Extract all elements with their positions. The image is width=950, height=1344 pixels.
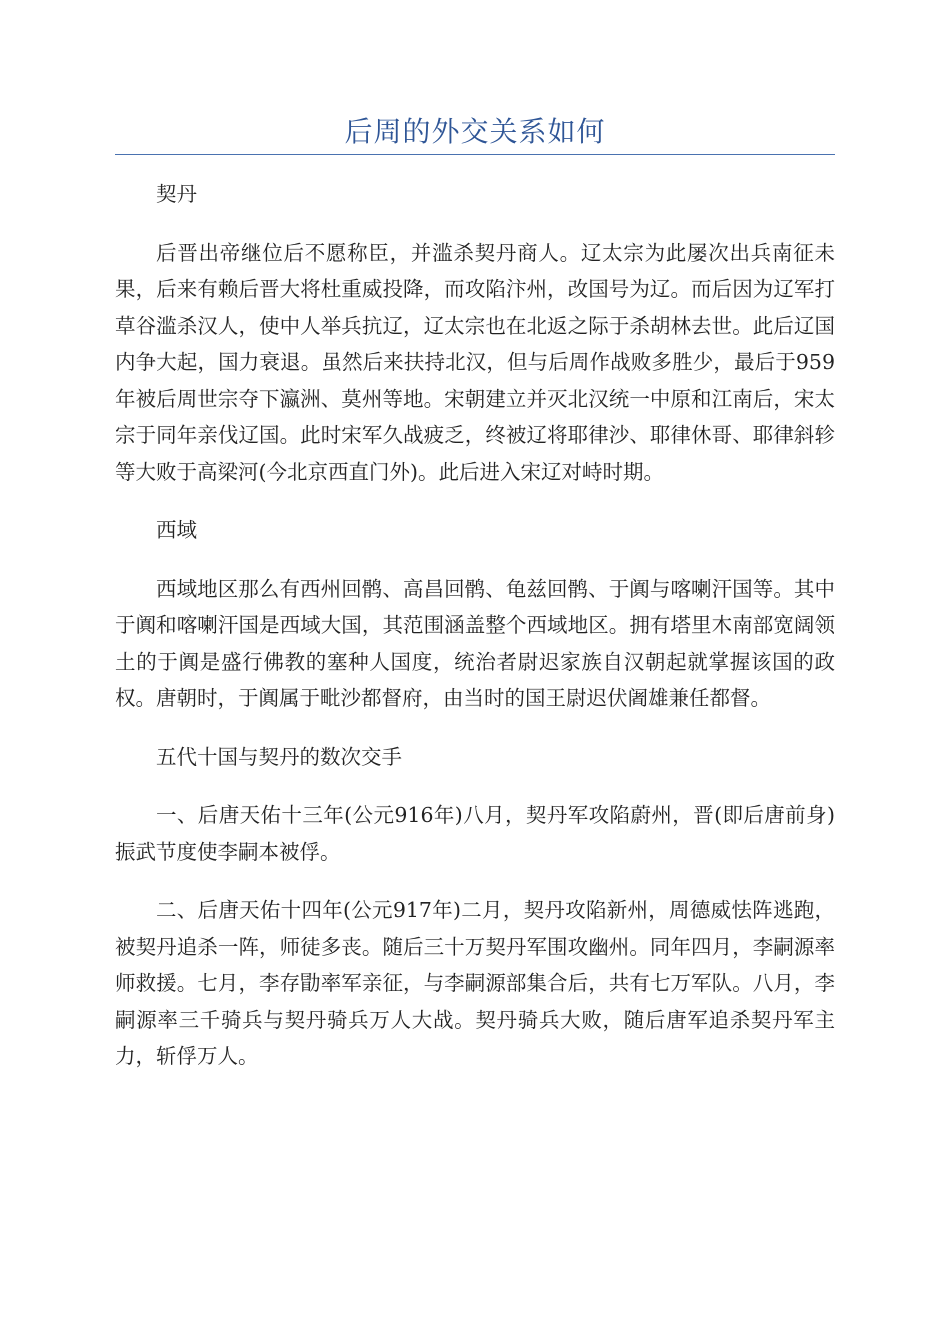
paragraph-event-two: 二、后唐天佑十四年(公元917年)二月，契丹攻陷新州，周德威怯阵逃跑，被契丹追杀一阵，师徒多丧。随后三十万契丹军围攻幽州。同年四月，李嗣源率师救援。七月，李存勖率军亲征，与李嗣源部集合后，共有七万军队。八月，李嗣源率三千骑兵与契丹骑兵万人大战。契丹骑兵大败，随后唐军追杀契丹军主力，斩俘万人。 <box>115 898 835 1068</box>
page-title: 后周的外交关系如何 <box>344 115 606 148</box>
paragraph-khitan: 后晋出帝继位后不愿称臣，并滥杀契丹商人。辽太宗为此屡次出兵南征未果，后来有赖后晋大将杜重威投降，而攻陷汴州，改国号为辽。而后因为辽军打草谷滥杀汉人，使中人举兵抗辽，辽太宗也在北返之际于杀胡林去世。此后辽国内争大起，国力衰退。虽然后来扶持北汉，但与后周作战败多胜少，最后于959年被后周世宗夺下瀛洲、莫州等地。宋朝建立并灭北汉统一中原和江南后，宋太宗于同年亲伐辽国。此时宋军久战疲乏，终被辽将耶律沙、耶律休哥、耶律斜轸等大败于高梁河(今北京西直门外)。此后进入宋辽对峙时期。 <box>115 240 835 484</box>
document-body <box>115 176 835 1097</box>
title-underline <box>115 154 835 155</box>
paragraph-event-one: 一、后唐天佑十三年(公元916年)八月，契丹军攻陷蔚州，晋(即后唐前身)振武节度使李嗣本被俘。 <box>115 803 835 864</box>
section-heading-western-regions: 西域 <box>156 518 197 542</box>
section-heading-khitan: 契丹 <box>156 182 197 206</box>
paragraph-western-regions: 西域地区那么有西州回鹘、高昌回鹘、龟兹回鹘、于阗与喀喇汗国等。其中于阗和喀喇汗国是西域大国，其范围涵盖整个西域地区。拥有塔里木南部宽阔领土的于阗是盛行佛教的塞种人国度，统治者尉迟家族自汉朝起就掌握该国的政权。唐朝时，于阗属于毗沙都督府，由当时的国王尉迟伏阇雄兼任都督。 <box>115 576 835 710</box>
section-heading-five-dynasties: 五代十国与契丹的数次交手 <box>156 744 402 769</box>
